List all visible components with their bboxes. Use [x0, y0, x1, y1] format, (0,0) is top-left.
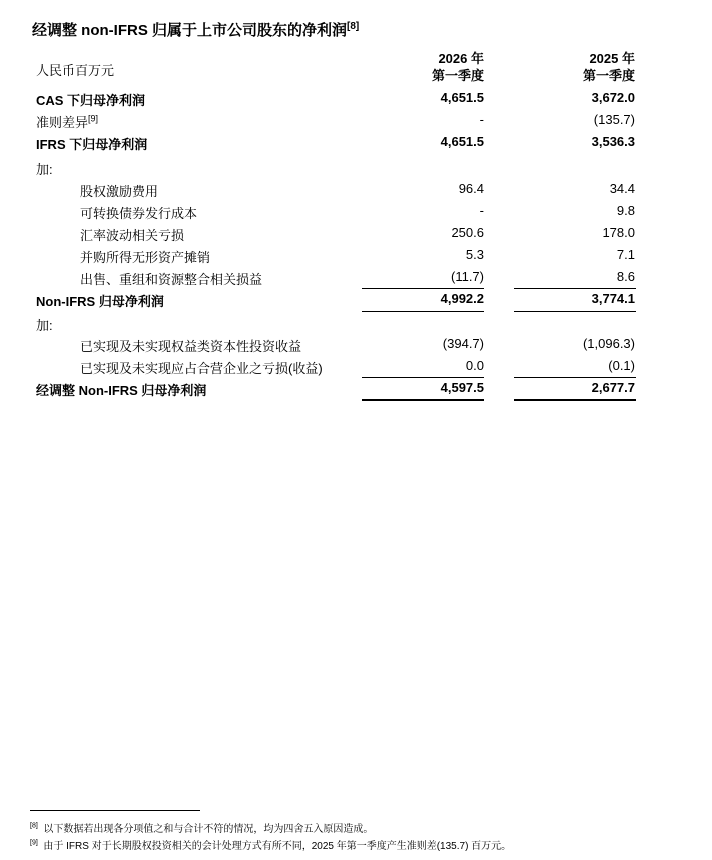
table-row — [0, 377, 712, 399]
row-label: 出售、重组和资源整合相关损益 — [80, 272, 263, 287]
row-label: 加: — [36, 318, 53, 333]
table-row — [0, 222, 712, 244]
row-label: CAS 下归母净利润 — [36, 93, 146, 108]
footnote-ref: [8] — [30, 822, 38, 830]
value-2025: 2,677.7 — [591, 380, 635, 395]
value-2025: 7.1 — [616, 247, 635, 262]
footnote-text: 以下数据若出现各分项值之和与合计不符的情况，均为四舍五入原因造成。 — [43, 824, 374, 835]
column-header-period: 第一季度 — [582, 68, 635, 83]
column-header-2025 — [583, 50, 635, 84]
value-2026: 4,597.5 — [440, 380, 484, 395]
row-label: 可转换债券发行成本 — [80, 206, 198, 221]
row-label: 已实现及未实现权益类资本性投资收益 — [80, 339, 302, 354]
footnote-text: 由于 IFRS 对于长期股权投资相关的会计处理方式有所不同，2025 年第一季度产生准则差(135.7) 百万元。 — [43, 841, 512, 852]
column-header-year: 2025 年 — [589, 51, 635, 66]
row-footnote-ref: [9] — [88, 113, 99, 124]
value-2026: - — [479, 112, 484, 127]
value-2026: (394.7) — [442, 336, 484, 351]
value-2026: - — [479, 203, 484, 218]
table-row — [0, 131, 712, 153]
row-label: 并购所得无形资产摊销 — [80, 250, 211, 265]
table-row — [0, 200, 712, 222]
row-label: 准则差异[9] — [36, 113, 99, 130]
row-label: IFRS 下归母净利润 — [36, 137, 148, 152]
value-2025: 3,774.1 — [591, 291, 635, 306]
table-row — [0, 156, 712, 178]
row-label: 加: — [36, 162, 53, 177]
footnote-ref: [9] — [30, 839, 38, 847]
value-2025: (1,096.3) — [582, 336, 635, 351]
table-row — [0, 109, 712, 131]
table-row — [0, 288, 712, 310]
value-2026: 5.3 — [465, 247, 484, 262]
title-footnote-ref: [8] — [347, 21, 360, 32]
row-label: 股权激励费用 — [80, 184, 159, 199]
column-header-2026 — [432, 50, 484, 84]
row-label: 已实现及未实现应占合营企业之亏损(收益) — [80, 361, 323, 376]
value-2025: (135.7) — [593, 112, 635, 127]
value-2026: 4,992.2 — [440, 291, 484, 306]
unit-label: 人民币百万元 — [36, 63, 115, 78]
value-2026: 0.0 — [465, 358, 484, 373]
value-2026: 4,651.5 — [440, 90, 484, 105]
row-label: Non-IFRS 归母净利润 — [36, 294, 164, 309]
value-2026: (11.7) — [451, 269, 484, 284]
value-2026: 4,651.5 — [440, 134, 484, 149]
footnote-divider — [30, 810, 200, 811]
table-row — [0, 312, 712, 334]
value-2026: 96.4 — [458, 181, 484, 196]
value-2025: 8.6 — [616, 269, 635, 284]
value-2025: 34.4 — [609, 181, 635, 196]
value-2026: 250.6 — [451, 225, 484, 240]
value-2025: (0.1) — [608, 358, 635, 373]
table-row — [0, 178, 712, 200]
value-2025: 178.0 — [602, 225, 635, 240]
value-2025: 3,672.0 — [591, 90, 635, 105]
table-row — [0, 355, 712, 377]
table-row — [0, 244, 712, 266]
column-header-period: 第一季度 — [431, 68, 484, 83]
value-2025: 9.8 — [616, 203, 635, 218]
table-row — [0, 87, 712, 109]
table-row — [0, 266, 712, 288]
footnote — [30, 820, 373, 835]
row-label: 汇率波动相关亏损 — [80, 228, 185, 243]
total-double-rule-2025 — [514, 399, 636, 401]
row-label: 经调整 Non-IFRS 归母净利润 — [36, 383, 207, 398]
total-double-rule-2026 — [362, 399, 484, 401]
page-title: 经调整 non-IFRS 归属于上市公司股东的净利润[8] — [32, 21, 360, 39]
column-header-year: 2026 年 — [438, 51, 484, 66]
value-2025: 3,536.3 — [591, 134, 635, 149]
footnote — [30, 837, 511, 852]
table-row — [0, 333, 712, 355]
